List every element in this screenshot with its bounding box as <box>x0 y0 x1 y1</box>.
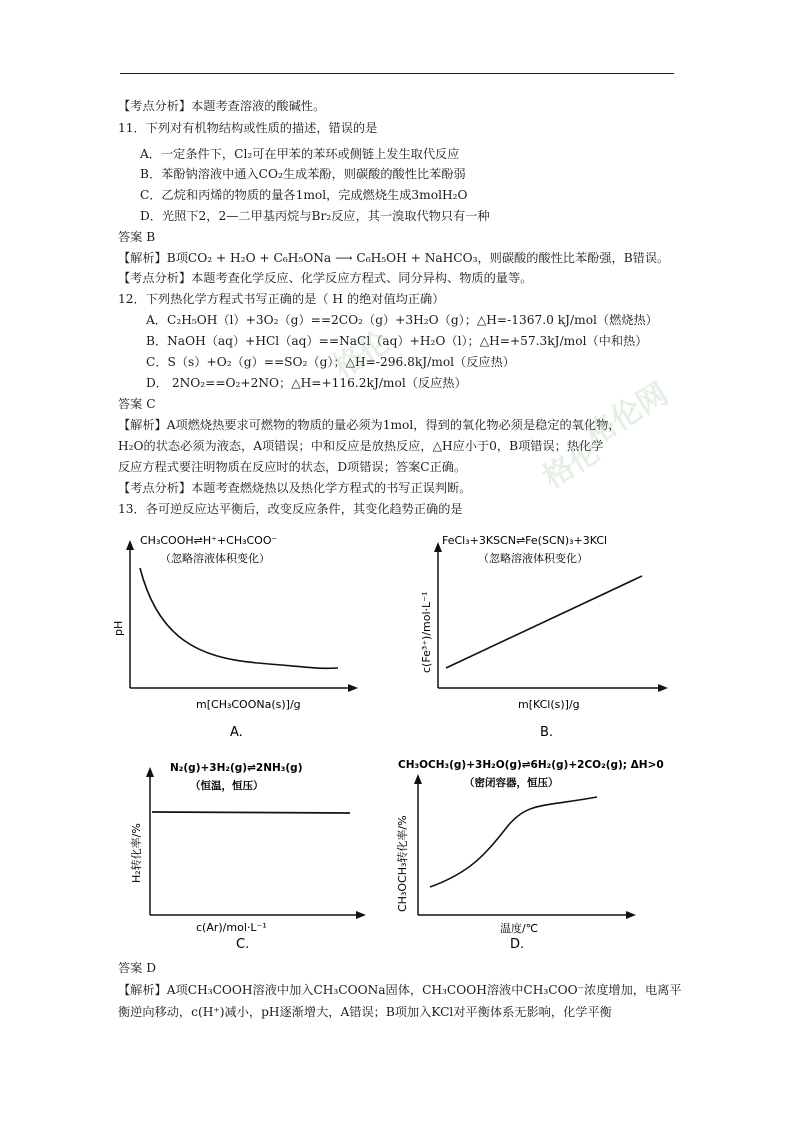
x-axis-arrow <box>626 911 636 919</box>
figure-d <box>392 752 682 957</box>
question-13: 13．各可逆反应达平衡后，改变反应条件，其变化趋势正确的是 <box>118 502 463 516</box>
explanation-12: 【解析】A项燃烧热要求可燃物的物质的量必须为1mol，得到的氧化物必须是稳定的氧化物， <box>118 418 621 432</box>
explanation-13: 衡逆向移动，c(H⁺)减小，pH逐渐增大，A错误；B项加入KCl对平衡体系无影响，化学平衡 <box>118 1005 612 1019</box>
y-axis-arrow <box>434 542 442 552</box>
horizontal-line <box>152 812 350 813</box>
watermark: 格伦 <box>327 324 397 386</box>
question-12: 12．下列热化学方程式书写正确的是（ H 的绝对值均正确） <box>118 292 445 306</box>
figure-c-letter: C. <box>236 937 250 952</box>
explanation-13: 【解析】A项CH₃COOH溶液中加入CH₃COONa固体，CH₃COOH溶液中CH₃COO⁻浓度增加，电离平 <box>118 983 682 997</box>
x-axis-arrow <box>658 684 668 692</box>
figure-a <box>112 528 368 743</box>
s-curve <box>430 797 597 887</box>
figure-d-note: （密闭容器，恒压） <box>464 777 559 789</box>
figure-d-ylabel: CH₃OCH₃转化率/% <box>396 815 409 912</box>
analysis-12: 【考点分析】本题考查燃烧热以及热化学方程式的书写正误判断。 <box>118 481 472 495</box>
answer-13: 答案 D <box>118 961 157 975</box>
y-axis-arrow <box>414 774 422 784</box>
option-d: D． 2NO₂==O₂+2NO；△H=+116.2kJ/mol（反应热） <box>146 376 467 390</box>
option-b: B．苯酚钠溶液中通入CO₂生成苯酚，则碳酸的酸性比苯酚弱 <box>140 167 466 181</box>
option-a: A．一定条件下，Cl₂可在甲苯的苯环或侧链上发生取代反应 <box>140 147 460 161</box>
text-line: 【考点分析】本题考查溶液的酸碱性。 <box>118 99 326 113</box>
y-axis-arrow <box>126 540 134 550</box>
figure-b-letter: B. <box>540 725 554 740</box>
figure-a-xlabel: m[CH₃COONa(s)]/g <box>196 698 301 711</box>
question-11: 11．下列对有机物结构或性质的描述，错误的是 <box>118 121 378 135</box>
figure-c-xlabel: c(Ar)/mol·L⁻¹ <box>196 921 267 934</box>
watermark: 格伦网 <box>579 376 675 454</box>
option-c: C．乙烷和丙烯的物质的量各1mol，完成燃烧生成3molH₂O <box>140 188 468 202</box>
answer-11: 答案 B <box>118 230 156 244</box>
figure-b <box>418 528 678 743</box>
figure-b-note: （忽略溶液体积变化） <box>478 552 588 565</box>
figure-b-xlabel: m[KCl(s)]/g <box>518 698 580 711</box>
x-axis-arrow <box>356 911 366 919</box>
explanation-12: 反应方程式要注明物质在反应时的状态，D项错误；答案C正确。 <box>118 460 467 474</box>
figure-a-equation: CH₃COOH⇌H⁺+CH₃COO⁻ <box>140 534 278 547</box>
watermark: 格伦 <box>537 434 607 496</box>
curve <box>140 568 338 668</box>
straight-line <box>446 576 642 668</box>
figure-c-equation: N₂(g)+3H₂(g)⇌2NH₃(g) <box>170 762 303 774</box>
figure-a-note: （忽略溶液体积变化） <box>160 552 270 565</box>
figure-d-letter: D. <box>510 937 525 952</box>
figure-a-letter: A. <box>230 725 243 740</box>
figure-d-xlabel: 温度/℃ <box>500 922 539 935</box>
figure-c-ylabel: H₂转化率/% <box>130 823 143 883</box>
x-axis-arrow <box>348 684 358 692</box>
figure-d-equation: CH₃OCH₃(g)+3H₂O(g)⇌6H₂(g)+2CO₂(g); ΔH>0 <box>398 759 664 771</box>
figure-b-equation: FeCl₃+3KSCN⇌Fe(SCN)₃+3KCl <box>442 534 608 547</box>
y-axis-arrow <box>146 767 154 777</box>
figure-c-note: （恒温，恒压） <box>190 780 264 792</box>
figure-c <box>118 755 378 955</box>
analysis-11: 【考点分析】本题考查化学反应、化学反应方程式、同分异构、物质的量等。 <box>118 271 533 285</box>
option-a: A．C₂H₅OH（l）+3O₂（g）==2CO₂（g）+3H₂O（g）；△H=-1367.0 kJ/mol（燃烧热） <box>146 313 658 327</box>
header-rule <box>120 73 674 74</box>
option-d: D．光照下2，2—二甲基丙烷与Br₂反应，其一溴取代物只有一种 <box>140 209 490 223</box>
explanation-11: 【解析】B项CO₂ + H₂O + C₆H₅ONa ⟶ C₆H₅OH + NaHCO₃，则碳酸的酸性比苯酚强，B错误。 <box>118 251 670 265</box>
figure-b-ylabel: c(Fe³⁺)/mol·L⁻¹ <box>420 591 433 673</box>
option-c: C．S（s）+O₂（g）==SO₂（g）；△H=-296.8kJ/mol（反应热） <box>146 355 515 369</box>
option-b: B．NaOH（aq）+HCl（aq）==NaCl（aq）+H₂O（l）；△H=+57.3kJ/mol（中和热） <box>146 334 648 348</box>
answer-12: 答案 C <box>118 397 156 411</box>
explanation-12: H₂O的状态必须为液态，A项错误；中和反应是放热反应，△H应小于0，B项错误；热化学 <box>118 439 604 453</box>
figure-a-ylabel: pH <box>112 620 125 636</box>
